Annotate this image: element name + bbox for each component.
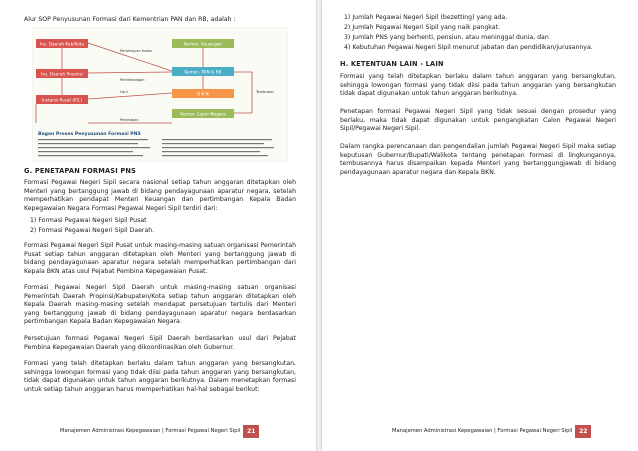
- svg-text:Ins. Daerah Kab/Kota: Ins. Daerah Kab/Kota: [40, 41, 84, 47]
- section-g-para-4: Persetujuan formasi Pegawai Negeri Sipil Daerah berdasarkan usul dari Pejabat Pembina Kepegawaian Daerah yang dikoordinasikan oleh Gubernur.: [24, 335, 296, 351]
- section-g-para-1: Formasi Pegawai Negeri Sipil secara nasional setiap tahun anggaran ditetapkan oleh Menteri yang bertanggung jawab di bidang pendayagunaan aparatur negara, setelah memperhatikan pendapat Menteri Keuangan dan pertimbangan Kepala Badan Kepegawaian Negara Formasi Pegawai Negeri Sipil terdiri dari:: [24, 179, 296, 212]
- svg-text:Kemen. Keuangan: Kemen. Keuangan: [184, 41, 222, 47]
- svg-text:Kemen. PAN & RB: Kemen. PAN & RB: [184, 69, 222, 75]
- section-h-para-1: Formasi yang telah ditetapkan berlaku dalam tahun anggaran yang bersangkutan, sehingga lowongan formasi yang tidak diisi pada tahun anggaran yang bersangkutan tidak dapat digunakan untuk tahun anggaran berikutnya.: [340, 73, 616, 97]
- list-item: 3) Jumlah PNS yang berhenti, pensiun, atau meninggal dunia, dan: [344, 34, 549, 41]
- footer-text: Manajemen Administrasi Kepegawaian | Formasi Pegawai Negeri Sipil: [60, 428, 241, 434]
- list-item: 2) Formasi Pegawai Negeri Sipil Daerah.: [30, 227, 155, 234]
- svg-text:Tembusan: Tembusan: [256, 90, 274, 94]
- svg-text:Penetapan: Penetapan: [120, 118, 139, 122]
- section-g-para-2: Formasi Pegawai Negeri Sipil Pusat untuk masing-masing satuan organisasi Pemerintah Pusat setiap tahun anggaran ditetapkan oleh Menteri yang bertanggung jawab di bidang pendayagunaan aparatur negara setelah memperhatikan pertimbangan dari Kepala BKN atas usul Pejabat Pembina Kepegawaian Pusat.: [24, 242, 296, 275]
- svg-text:Pertimbangan: Pertimbangan: [120, 78, 145, 82]
- section-h-heading: H. KETENTUAN LAIN - LAIN: [340, 60, 444, 68]
- list-item: 1) Formasi Pegawai Negeri Sipil Pusat: [30, 217, 147, 224]
- section-h-para-2: Penetapan formasi Pegawai Negeri Sipil yang tidak sesuai dengan prosedur yang berlaku, maka tidak dapat digunakan untuk pengangkatan Calon Pegawai Negeri Sipil/Pegawai Negeri Sipil.: [340, 108, 616, 132]
- section-g-para-3: Formasi Pegawai Negeri Sipil Daerah untuk masing-masing satuan organisasi Pemerintah Daerah Propinsi/Kabupaten/Kota setiap tahun anggaran ditetapkan oleh Kepala Daerah masing-masing setelah mendapat persetujuan tertulis dari Menteri yang bertanggung jawab di bidang pendayagunaan aparatur negara berdasarkan pertimbangan Kepala Badan Kepegawaian Negara.: [24, 284, 296, 325]
- sop-diagram: [32, 27, 288, 162]
- svg-text:Bagan Proses Penyusunan Formas: Bagan Proses Penyusunan Formasi PNS: [38, 132, 141, 137]
- list-item: 1) Jumlah Pegawai Negeri Sipil (bezetting) yang ada.: [344, 14, 508, 21]
- svg-text:Instansi Pusat (K/L): Instansi Pusat (K/L): [41, 97, 83, 103]
- page-number: 22: [575, 425, 591, 438]
- svg-text:Usul: Usul: [120, 90, 128, 94]
- svg-text:Ins. Daerah Propinsi: Ins. Daerah Propinsi: [41, 71, 83, 77]
- list-item: 4) Kebutuhan Pegawai Negeri Sipil menurut jabatan dan pendidikan/jurusannya.: [344, 44, 593, 51]
- svg-text:Kemen. Lapor Negara: Kemen. Lapor Negara: [180, 111, 226, 117]
- svg-text:B K N: B K N: [197, 91, 209, 97]
- footer-left: [60, 424, 259, 438]
- footer-right: [392, 424, 591, 438]
- list-item: 2) Jumlah Pegawai Negeri Sipil yang naik pangkat.: [344, 24, 500, 31]
- page-left: [0, 0, 316, 451]
- section-g-heading: G. PENETAPAN FORMASI PNS: [24, 167, 137, 175]
- page-right: [322, 0, 638, 451]
- svg-text:Persetujuan Kuota: Persetujuan Kuota: [120, 49, 152, 53]
- section-h-para-3: Dalam rangka perencanaan dan pengendalian jumlah Pegawai Negeri Sipil maka setiap keputusan Gubernur/Bupati/Walikota tentang penetapan formasi di lingkungannya, tembusannya harus disampaikan kepada Menteri yang bertanggungjawab di bidang pendayagunaan aparatur negara dan Kepala BKN.: [340, 143, 616, 176]
- intro-text: Alur SOP Penyusunan Formasi dari Kementrian PAN dan RB, adalah :: [24, 16, 236, 23]
- section-g-para-5: Formasi yang telah ditetapkan berlaku dalam tahun anggaran yang bersangkutan, sehingga lowongan formasi yang tidak diisi pada tahun anggaran yang bersangkutan, tidak dapat digunakan untuk tahun anggaran berikutnya. Dalam menetapkan formasi untuk setiap tahun anggaran harus memperhatikan hal-hal sebagai berikut:: [24, 360, 296, 393]
- page-number: 21: [243, 425, 259, 438]
- footer-text: Manajemen Administrasi Kepegawaian | Formasi Pegawai Negeri Sipil: [392, 428, 573, 434]
